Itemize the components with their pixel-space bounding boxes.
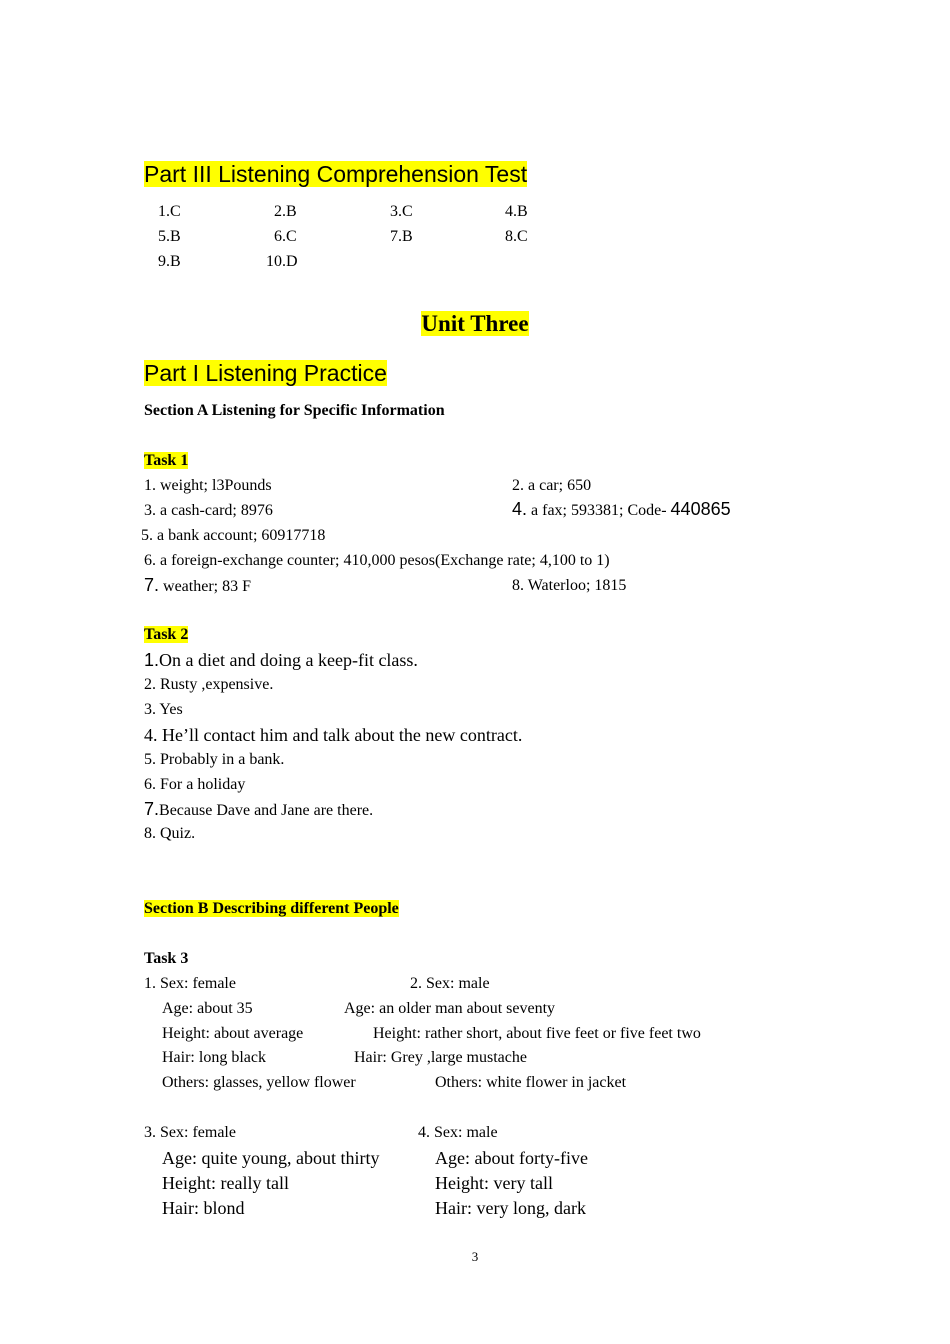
task1-item-6: 6. a foreign-exchange counter; 410,000 pesos(Exchange rate; 4,100 to 1) — [144, 552, 610, 569]
task2-item-8: 8. Quiz. — [144, 825, 196, 842]
person2-height: Height: rather short, about five feet or five feet two — [373, 1025, 701, 1042]
person2-others: Others: white flower in jacket — [435, 1074, 627, 1091]
part1-heading-text: Part I Listening Practice — [144, 360, 387, 386]
person2-age: Age: an older man about seventy — [344, 1000, 556, 1017]
task2-item-1-text: On a diet and doing a keep-fit class. — [159, 650, 418, 670]
task1-item-4 — [512, 499, 731, 521]
answer-8: 8.C — [505, 228, 528, 245]
task1-title-text: Task 1 — [144, 452, 189, 469]
person1-height: Height: about average — [162, 1025, 304, 1042]
task1-item-1: 1. weight; l3Pounds — [144, 477, 272, 494]
task1-item-4-num: 4. — [512, 499, 528, 519]
person2-sex: 2. Sex: male — [410, 975, 490, 992]
task2-item-4: 4. He’ll contact him and talk about the new contract. — [144, 725, 523, 745]
unit-title — [0, 310, 950, 338]
part3-heading-text: Part III Listening Comprehension Test — [144, 161, 528, 187]
answer-2: 2.B — [274, 203, 297, 220]
task2-item-7-num: 7. — [144, 799, 160, 819]
answer-5: 5.B — [158, 228, 181, 245]
task1-item-7-num: 7. — [144, 575, 160, 595]
task2-item-1-num: 1. — [144, 650, 160, 670]
task1-item-8: 8. Waterloo; 1815 — [512, 577, 627, 594]
person2-hair: Hair: Grey ,large mustache — [354, 1049, 527, 1066]
person4-sex: 4. Sex: male — [418, 1124, 498, 1141]
answer-1: 1.C — [158, 203, 181, 220]
task1-item-3: 3. a cash-card; 8976 — [144, 502, 273, 519]
answer-10: 10.D — [266, 253, 298, 270]
person4-age: Age: about forty-five — [435, 1148, 588, 1168]
answer-7: 7.B — [390, 228, 413, 245]
task1-item-7-text: weather; 83 F — [159, 578, 251, 595]
answer-4: 4.B — [505, 203, 528, 220]
task2-title — [144, 625, 188, 645]
part1-heading — [144, 360, 387, 387]
answer-3: 3.C — [390, 203, 413, 220]
section-b-heading-text: Section B Describing different People — [144, 900, 399, 917]
task1-item-7 — [144, 575, 251, 597]
task2-item-5: 5. Probably in a bank. — [144, 751, 285, 768]
task1-title — [144, 451, 188, 471]
section-a-heading: Section A Listening for Specific Information — [144, 402, 445, 419]
answer-9: 9.B — [158, 253, 181, 270]
task2-item-7 — [144, 799, 373, 821]
person4-height: Height: very tall — [435, 1173, 553, 1193]
part3-heading — [144, 161, 527, 188]
task2-item-2: 2. Rusty ,expensive. — [144, 676, 274, 693]
person1-sex: 1. Sex: female — [144, 975, 236, 992]
task1-item-5: 5. a bank account; 60917718 — [141, 527, 326, 544]
task1-item-2: 2. a car; 650 — [512, 477, 592, 494]
unit-title-text: Unit Three — [421, 311, 529, 336]
page-number: 3 — [471, 1249, 479, 1264]
person1-others: Others: glasses, yellow flower — [162, 1074, 356, 1091]
task1-item-4-text: a fax; 593381; Code- — [527, 502, 671, 519]
task2-item-6: 6. For a holiday — [144, 776, 246, 793]
person4-hair: Hair: very long, dark — [435, 1198, 586, 1218]
answer-6: 6.C — [274, 228, 297, 245]
task1-item-4-code: 440865 — [670, 499, 731, 519]
person3-hair: Hair: blond — [162, 1198, 245, 1218]
task2-title-text: Task 2 — [144, 626, 189, 643]
person1-hair: Hair: long black — [162, 1049, 266, 1066]
task2-item-3: 3. Yes — [144, 701, 183, 718]
person3-height: Height: really tall — [162, 1173, 289, 1193]
task3-title: Task 3 — [144, 950, 189, 967]
person1-age: Age: about 35 — [162, 1000, 253, 1017]
person3-sex: 3. Sex: female — [144, 1124, 236, 1141]
task2-item-1 — [144, 649, 418, 671]
task2-item-7-text: Because Dave and Jane are there. — [159, 802, 374, 819]
section-b-heading — [144, 899, 399, 919]
person3-age: Age: quite young, about thirty — [162, 1148, 380, 1168]
